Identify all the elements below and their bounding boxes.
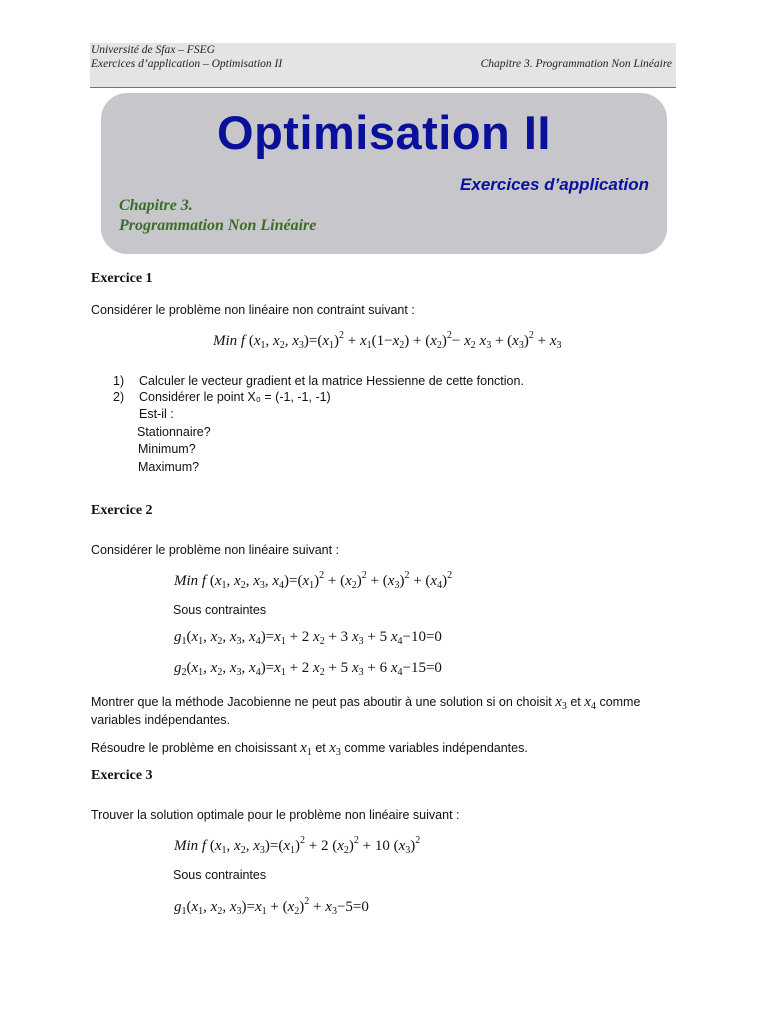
exercise-3-objective: Min f ($x_1$, $x_2$, $x_3)=(x_1)^2 + 2$ $(x_2)^2 + 10$ $(x_3)^2$ — [174, 835, 421, 856]
exercise-3-title: Exercice 3 — [91, 768, 153, 783]
exercise-1-title: Exercice 1 — [91, 271, 153, 286]
exercise-1-option-stationnaire: Stationnaire? — [137, 425, 211, 439]
university-name: Université de Sfax – FSEG — [91, 44, 215, 56]
exercise-3-intro: Trouver la solution optimale pour le problème non linéaire suivant : — [91, 808, 460, 822]
document-title: Optimisation II — [217, 106, 551, 159]
exercise-2-constraints-label: Sous contraintes — [173, 603, 267, 617]
exercise-1-objective: Min f ($x_1$, $x_2$, $x_3)=(x_1)^2 + x_1(1-x_2) + (x_2)^2- x_2$ $x_3 + (x_3)^2 + x_3$ — [213, 330, 562, 351]
exercise-1-intro: Considérer le problème non linéaire non contraint suivant : — [91, 303, 415, 317]
chapter-header: Chapitre 3. Programmation Non Linéaire — [480, 58, 672, 70]
exercise-3-constraint-1: $g_1(x_1$, $x_2$, $x_3)=x_1 + (x_2)^2 + x_3-5=0$ — [174, 896, 369, 917]
exercise-2-constraint-1: $g_1(x_1$, $x_2$, $x_3$, $x_4)=x_1 + 2$ $x_2 + 3$ $x_3 + 5$ $x_4-10=0$ — [174, 629, 442, 647]
exercise-1-option-maximum: Maximum? — [138, 460, 200, 474]
exercise-2-constraint-2: $g_2(x_1$, $x_2$, $x_3$, $x_4)=x_1 + 2$ $x_2 + 5$ $x_3 + 6$ $x_4-15=0$ — [174, 660, 442, 678]
exercise-3-constraints-label: Sous contraintes — [173, 868, 267, 882]
chapter-number: Chapitre 3. — [119, 197, 193, 214]
exercise-2-text-1-line-2: variables indépendantes. — [91, 713, 230, 727]
exercise-2-objective: Min f ($x_1$, $x_2$, $x_3$, $x_4)=(x_1)^2 + (x_2)^2 + (x_3)^2 + (x_4)^2$ — [174, 570, 453, 591]
title-banner — [101, 93, 667, 254]
exercise-1-item-1: 1) Calculer le vecteur gradient et la matrice Hessienne de cette fonction. — [113, 374, 524, 388]
exercise-1-item-2: 2) Considérer le point X₀ = (-1, -1, -1) — [113, 390, 331, 404]
exercise-2-text-1: Montrer que la méthode Jacobienne ne peut pas aboutir à une solution si on choisit $x_3$ et $x_4$ comme — [91, 694, 641, 712]
exercise-2-title: Exercice 2 — [91, 503, 153, 518]
exercise-1-question: Est-il : — [139, 407, 174, 421]
chapter-name: Programmation Non Linéaire — [119, 217, 317, 234]
exercise-2-intro: Considérer le problème non linéaire suivant : — [91, 543, 340, 557]
exercise-2-text-2: Résoudre le problème en choisissant $x_1$ et $x_3$ comme variables indépendantes. — [91, 740, 528, 758]
course-name: Exercices d’application – Optimisation II — [91, 58, 283, 70]
document-subtitle: Exercices d’application — [460, 175, 649, 194]
page-header — [90, 43, 676, 88]
exercise-1-option-minimum: Minimum? — [138, 442, 196, 456]
